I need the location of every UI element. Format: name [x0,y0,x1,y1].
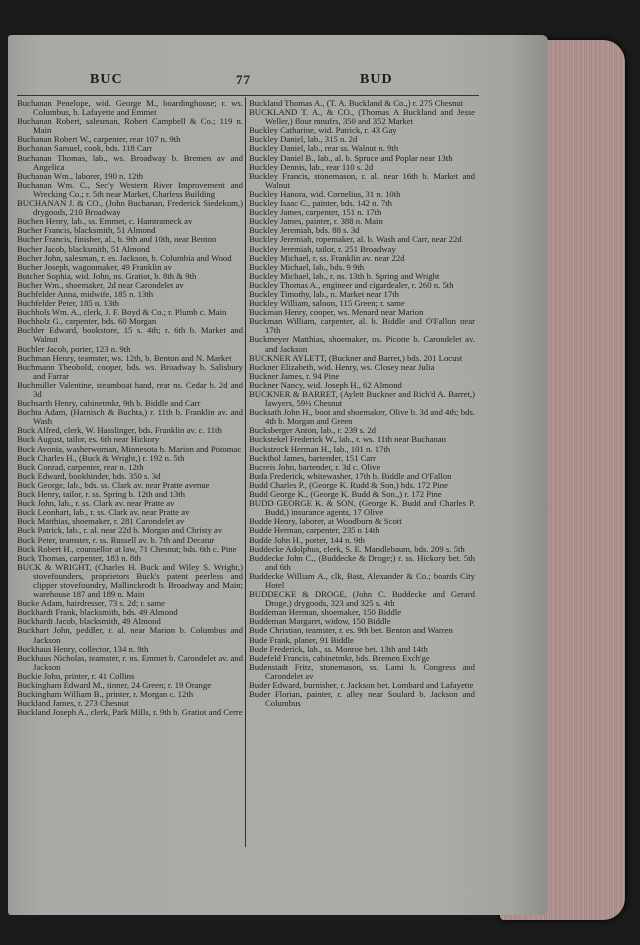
directory-entry: Budd Charles P., (George K. Rudd & Son,) bds. 172 Pine [249,479,448,490]
directory-entry: BUCK & WRIGHT, (Charles H. Buck and Wiley S. Wright,) stovefounders, proprietors Buck's patent peerless and clipper stovefoundry, Mallinckrodt b. Broadway and Main; warehouse 187 and 189 n. Main [17,561,243,600]
directory-entry: Butcher Sophia, wid. John, ns. Gratiot, b. 8th & 9th [17,270,197,281]
directory-entry: Buchanan Robert, salesman, Robert Campbell & Co.; 119 n. Main [17,116,243,136]
header-left-guide-word: BUC [90,72,123,87]
directory-entry: Buchen Henry, lab., ss. Emmet, c. Hamtrameck av [17,216,193,227]
directory-entry: Buder Edward, burnisher, r. Jackson bet. Lombard and Lafayette [249,680,474,690]
directory-entry: Buchanan Thomas, lab., ws. Broadway b. Bremen av and Angelica [17,152,243,172]
directory-entry: Buck Edward, bookbinder, bds. 350 s. 3d [17,470,161,481]
directory-entry: Buckley Dennis, lab., rear 110 s. 2d [249,161,374,172]
directory-entry: Bucke Adam, hairdresser, 73 s. 2d; r. same [17,598,166,609]
directory-entry: Buckley Jeremiah, ropemaker, al. b. Wash and Carr, near 22d [249,234,462,245]
directory-entry: Buckley Daniel B., lab., al. b. Spruce and Poplar near 13th [249,152,453,163]
directory-entry: Buck Robert H., counsellor at law, 71 Chesnut; bds. 6th c. Pine [17,543,237,554]
directory-entry: Buchsarth Henry, cabinetmkr, 9th b. Biddle and Carr [17,398,201,409]
directory-entry: BUCKNER AYLETT, (Buckner and Barret,) bds. 201 Locust [249,352,463,363]
directory-entry: Buckley Hanora, wid. Cornelius, 31 n. 10th [249,188,401,199]
directory-entry: Buckley Thomas A., engineer and cigardealer, r. 260 n. 5th [249,279,454,290]
directory-entry: Buck August, tailor, es. 6th near Hickory [17,434,160,445]
directory-entry: Buchfelder Anna, midwife, 185 n. 13th [17,288,154,299]
directory-entry: Buchanan Samuel, cook, bds. 118 Carr [17,143,153,154]
directory-entry: Buck Henry, tailor, r. ss. Spring b. 12th and 13th [17,489,185,500]
directory-entry: BUDD GEORGE K. & SON, (George K. Budd and Charles P. Budd,) insurance agents, 17 Olive [249,498,475,518]
directory-entry: Budd George K., (George K. Budd & Son.,) r. 172 Pine [249,489,442,500]
directory-entry: Buckhardt Frank, blacksmith, bds. 49 Almond [17,607,178,618]
directory-entry: Budde Henry, laborer, at Woodburn & Scott [249,516,402,527]
directory-entry: Buchfelder Peter, 185 n. 13th [17,298,119,309]
directory-entry: Buckman Henry, cooper, ws. Menard near Marion [249,307,424,318]
directory-entry: Bucher Jacob, blacksmith, 51 Almond [17,243,150,254]
directory-entry: Budefeld Francis, cabinetmkr, bds. Bremen Exch'ge [249,652,430,663]
column-divider [245,97,246,847]
directory-entry: Buckner Nancy, wid. Joseph H., 62 Almond [249,379,402,390]
directory-entry: BUCHANAN J. & CO., (John Buchanan, Frederick Siedekum,) drygoods, 210 Broadway [17,198,243,218]
directory-entry: Buddeman Herman, shoemaker, 150 Biddle [249,607,402,618]
directory-entry: Buda Frederick, whitewasher, 17th b. Biddle and O'Fallon [249,470,452,481]
directory-entry: Buck Peter, teamster, r. ss. Russell av. b. 7th and Decatur [17,534,215,545]
directory-entry: Buckland James, r. 273 Chesnut [17,698,129,709]
directory-entry: Buckley Timothy, lab., n. Market near 17th [249,288,400,299]
directory-entry: Buckthol James, bartender, 151 Carr [249,452,377,463]
directory-entry: Bude Christian, teamster, r. es. 9th bet. Benton and Warren [249,625,453,636]
directory-entry: Buckingham Edward M., tinner, 24 Green; r. 19 Orange [17,680,212,690]
directory-entry: Buck Leonhart, lab., r. ss. Clark av. near Pratte av [17,507,190,518]
directory-entry: Buckhaus Nicholas, teamster, r. ns. Emmet b. Carondelet av. and Jackson [17,652,243,672]
directory-entry: Buckley Francis, stonemason, r. al. near 16th b. Market and Walnut [249,170,475,190]
directory-entry: Buddecke John C., (Buddecke & Droge;) r. ss. Hickory bet. 5th and 6th [249,552,475,572]
directory-entry: Buckley Daniel, lab., rear ss. Walnut n. 9th [249,143,399,154]
directory-entry: Buchanan Penelope, wid. George M., boardinghouse; r. ws. Columbus, b. Lafayette and Emmet [17,98,243,118]
directory-entry: Buddeman Margaret, widow, 150 Biddle [249,616,391,627]
directory-entry: Buchhols Wm. A., clerk, J. F. Boyd & Co.; r. Plumb c. Main [17,307,227,318]
right-column [249,99,475,708]
directory-entry: Bucher John, salesman, r. es. Jackson, b. Columbia and Wood [17,252,232,263]
directory-entry: Buckley Jeremiah, bds. 88 s. 3d [249,225,360,236]
directory-entry: Buchta Adam, (Harnisch & Buchta,) r. 11th b. Franklin av. and Wash [17,407,243,427]
directory-entry: Bucher Joseph, wagonmaker, 49 Franklin av [17,261,172,272]
left-column [17,99,243,717]
directory-entry: Buckley James, painter, r. 388 n. Main [249,216,383,227]
directory-entry: Buck Conrad, carpenter, rear n. 12th [17,461,144,472]
directory-entry: Bucksberger Anton, lab., r. 239 s. 2d [249,425,377,436]
directory-entry: Budde Herman, carpenter, 235 n 14th [249,525,380,536]
directory-entry: BUCKNER & BARRET, (Aylett Buckner and Rich'd A. Barret,) lawyers, 59½ Chesnut [249,389,475,409]
directory-entry: Bucher Francis, blacksmith, 51 Almond [17,225,156,236]
directory-entry: Buckstrock Herman H., lab., 101 n. 17th [249,443,391,454]
directory-entry: Buckingham William B., printer, r. Morgan c. 12th [17,689,194,700]
directory-entry: Buckner Elizabeth, wid. Henry, ws. Closey near Julia [249,361,435,372]
directory-entry: Buck George, lab., bds. ss. Clark av. near Pratte avenue [17,479,210,490]
directory-entry: Budenstadt Fritz, stonemason, ss. Lami b. Congress and Carondelet av [249,661,475,681]
directory-entry: Buchman Henry, teamster, ws. 12th, b. Benton and N. Market [17,352,232,363]
directory-entry: Buckie John, printer, r. 41 Collins [17,670,135,681]
directory-entry: Buchholz G., carpenter, bds. 60 Morgan [17,316,157,327]
directory-entry: Buckhardt Jacob, blacksmith, 49 Almond [17,616,161,627]
directory-entry: Buckman William, carpenter, al. b. Biddle and O'Fallon near 17th [249,316,475,336]
directory-entry: Buchanan Robert W., carpenter, rear 107 n. 9th [17,134,181,145]
directory-entry: Buckley Michael, r. ss. Franklin av. near 22d [249,252,405,263]
directory-entry: Buchmiller Valentine, steamboat hand, rear ns. Cedar b. 2d and 3d [17,379,243,399]
header-rule [17,95,479,96]
directory-entry: Buckley Michael, lab., r. ns. 13th b. Spring and Wright [249,270,440,281]
directory-entry: Buddecke Adolphus, clerk, S. E. Mandlebaum, bds. 209 s. 5th [249,543,465,554]
directory-entry: Buckley James, carpenter, 151 n. 17th [249,207,382,218]
directory-entry: Buckland Thomas A., (T. A. Buckland & Co.,) r. 275 Chesnut [249,98,464,108]
directory-entry: Buchanan Wm., laborer, 190 n. 12th [17,170,144,181]
directory-entry: Bucher Francis, finisher, al., b. 9th and 10th, near Benton [17,234,217,245]
directory-entry: Buckley Daniel, lab., 315 n. 2d [249,134,358,145]
directory-entry: BUCKLAND T. A., & CO., (Thomas A Buckland and Jesse Weller,) flour mnufrs, 350 and 352 Market [249,107,475,127]
directory-entry: Buckland Joseph A., clerk, Park Mills, r. 9th b. Gratiot and Cerre [17,707,243,718]
directory-entry: Buck Thomas, carpenter, 183 n. 8th [17,552,141,563]
directory-entry: Buder Florian, painter, r. alley near Soulard b. Jackson and Columbus [249,689,475,709]
directory-entry: Buckley Catharine, wid. Patrick, r. 43 Gay [249,125,397,136]
directory-entry: Buchanan Wm. C., Sec'y Western River Improvement and Wrecking Co.; r. 5th near Market, Charless Building [17,179,243,199]
directory-entry: Buck Charles H., (Buck & Wright,) r. 192 n. 5th [17,452,185,463]
directory-entry: Buckstekel Frederick W., lab., r. ws. 11th near Buchanan [249,434,447,445]
directory-entry: Buckner James, r. 94 Pine [249,370,340,381]
directory-entry: Buckley William, saloon, 115 Green; r. same [249,298,405,309]
directory-entry: Buckley Isaac C., painter, bds. 142 n. 7th [249,198,392,209]
directory-entry: Buck John, lab., r. ss. Clark av. near Pratte av [17,498,175,509]
directory-entry: Buckley Jeremiah, tailor, r. 251 Broadway [249,243,396,254]
directory-entry: Bude Frank, planer, 91 Biddle [249,634,354,645]
directory-entry: Bucreis John, bartender, r. 3d c. Olive [249,461,381,472]
directory-entry: Buck Alfred, clerk, W. Hasslinger, bds. Franklin av. c. 11th [17,425,222,436]
directory-entry: Buckhart John, peddler, r. al. near Marion b. Columbus and Jackson [17,625,243,645]
directory-entry: Buck Avonia, washerwoman, Minnesota b. Marion and Potomac [17,443,242,454]
directory-entry: Buddecke William A., clk, Bast, Alexander & Co.; boards City Hotel [249,570,475,590]
directory-entry: Buckley Michael, lab., bds. 9 9th [249,261,365,272]
directory-entry: Buckhaus Henry, collector, 134 n. 9th [17,643,149,654]
directory-entry: Buchler Jacob, porter, 123 n. 9th [17,343,131,354]
header-right-guide-word: BUD [360,72,393,87]
directory-entry: Buck Matthias, shoemaker, r. 281 Carondelet av [17,516,185,527]
directory-entry: Bude Frederick, lab., ss. Monroe bet. 13th and 14th [249,643,428,654]
page-number: 77 [236,72,251,87]
directory-entry: Bucher Wm., shoemaker, 2d near Carondelet av [17,279,184,290]
directory-entry: Buchler Edward, bookstore, 15 s. 4th; r. 6th b. Market and Walnut [17,325,243,345]
directory-entry: Buck Patrick, lab., r. al. near 22d b. Morgan and Christy av [17,525,223,536]
directory-entry: Bucksath John H., boot and shoemaker, Olive b. 3d and 4th; bds. 4th b. Morgan and Green [249,407,475,427]
directory-entry: Budde John H., porter, 144 n. 9th [249,534,365,545]
directory-entry: Buckmeyer Matthias, shoemaker, ns. Picotte b. Carondelet av. and Jackson [249,334,475,354]
directory-entry: Buchmann Theobold, cooper, bds. ws. Broadway b. Salisbury and Farrar [17,361,243,381]
directory-entry: BUDDECKE & DROGE, (John C. Buddecke and Gerard Droge,) drygoods, 323 and 325 s. 4th [249,589,475,609]
